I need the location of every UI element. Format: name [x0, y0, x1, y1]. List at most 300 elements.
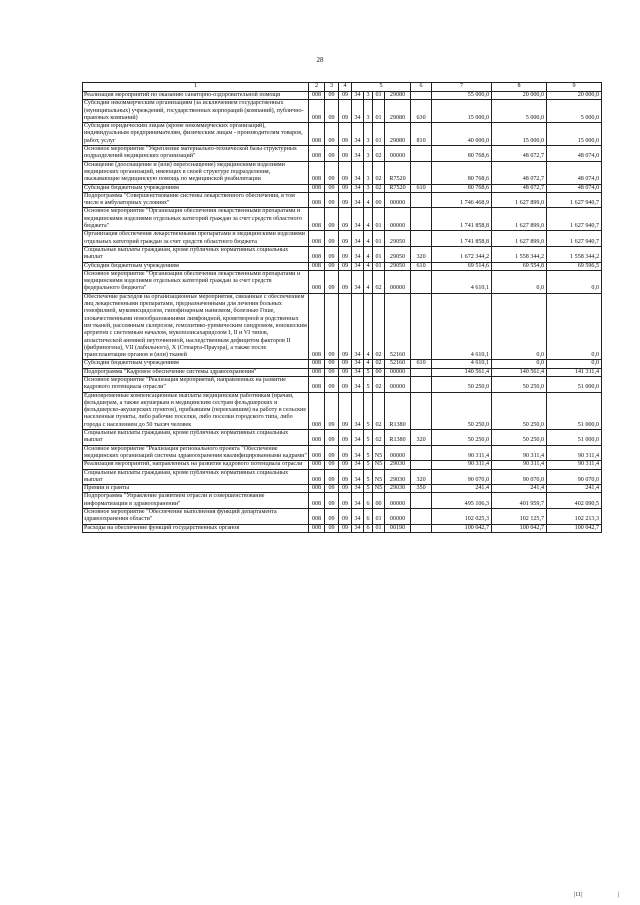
amount-year3-cell: 90 311,4: [547, 461, 602, 469]
direction-code-cell: 00190: [385, 524, 411, 532]
ved-code-cell: 008: [309, 461, 325, 469]
program-code-cell: 34: [352, 146, 364, 162]
direction-code-cell: 00000: [385, 493, 411, 509]
amount-year1-cell: 15 000,0: [432, 100, 492, 123]
program-code-cell: 34: [352, 430, 364, 446]
direction-code-cell: R1380: [385, 430, 411, 446]
subprogram-code-cell: 3: [364, 161, 373, 184]
amount-year3-cell: 102 213,3: [547, 509, 602, 525]
table-row: [83, 262, 602, 270]
amount-year3-cell: 20 000,0: [547, 92, 602, 100]
ved-code-cell: 008: [309, 123, 325, 146]
table-row: [83, 376, 602, 392]
ved-code-cell: 008: [309, 376, 325, 392]
direction-code-cell: 29050: [385, 246, 411, 262]
amount-year3-cell: 241,4: [547, 485, 602, 493]
amount-year1-cell: 1 746 468,9: [432, 192, 492, 208]
amount-year1-cell: 140 561,4: [432, 368, 492, 376]
row-name-cell: Социальные выплаты гражданам, кроме публичных нормативных социальных выплат: [83, 430, 309, 446]
row-name-cell: Подпрограмма "Кадровое обеспечение системы здравоохранения": [83, 368, 309, 376]
row-name-cell: Реализация мероприятий, направленных на развитие кадрового потенциала отрасли: [83, 461, 309, 469]
table-row: [83, 92, 602, 100]
section-code-cell: 09: [325, 208, 339, 231]
expense-type-cell: 320: [411, 469, 432, 485]
section-code-cell: 09: [325, 376, 339, 392]
ved-code-cell: 008: [309, 430, 325, 446]
table-row: [83, 123, 602, 146]
direction-code-cell: 52160: [385, 360, 411, 368]
ved-code-cell: 008: [309, 485, 325, 493]
row-name-cell: Обеспечение расходов на организационные мероприятия, связанные с обеспечением лиц лекарственными препаратами, предназначенными для лечения больных гемофилией, муковисцидозом, гипофизарным нанизмом, болезнью Гоше, злокачественными новообразованиями лимфоидной, кроветворной и родственных им тканей, рассеянным склерозом, гемолитико-уремическим синдромом, юношеским артритом с системным началом, мукополисахаридозом I, II и VI типов, апластической анемией неуточненной, наследственным дефицитом факторов II (фибриногена), VII (лабильного), X (Стюарта-Прауэра), а также после трансплантации органов и (или) тканей: [84, 293, 307, 359]
expense-type-cell: [411, 368, 432, 376]
direction-code-cell: 00000: [385, 445, 411, 461]
subprogram-code-cell: 6: [364, 493, 373, 509]
program-code-cell: 34: [352, 509, 364, 525]
subprogram-code-cell: 5: [364, 392, 373, 429]
subprogram-code-cell: 4: [364, 360, 373, 368]
subsection-code-cell: 09: [339, 184, 352, 192]
table-row: [83, 100, 602, 123]
event-code-cell: 02: [373, 360, 385, 368]
subprogram-code-cell: 6: [364, 509, 373, 525]
amount-year3-cell: 0,0: [547, 360, 602, 368]
section-code-cell: 09: [325, 184, 339, 192]
program-code-cell: 34: [352, 293, 364, 360]
subsection-code-cell: 09: [339, 485, 352, 493]
ved-code-cell: 008: [309, 146, 325, 162]
amount-year1-cell: 1 741 858,8: [432, 208, 492, 231]
expense-type-cell: 320: [411, 430, 432, 446]
expense-type-cell: [411, 524, 432, 532]
program-code-cell: 34: [352, 493, 364, 509]
direction-code-cell: 52160: [385, 293, 411, 360]
section-code-cell: 09: [325, 161, 339, 184]
ved-code-cell: 008: [309, 270, 325, 293]
amount-year3-cell: 1 558 344,2: [547, 246, 602, 262]
amount-year2-cell: 48 072,7: [492, 161, 547, 184]
table-row: [83, 392, 602, 429]
row-name-cell: Субсидии бюджетным учреждениям: [83, 360, 309, 368]
program-code-cell: 34: [352, 524, 364, 532]
amount-year3-cell: 48 074,0: [547, 161, 602, 184]
amount-year2-cell: 90 311,4: [492, 445, 547, 461]
program-code-cell: 34: [352, 469, 364, 485]
subprogram-code-cell: 3: [364, 92, 373, 100]
amount-year1-cell: 69 514,6: [432, 262, 492, 270]
direction-code-cell: 29080: [385, 92, 411, 100]
section-code-cell: 09: [325, 192, 339, 208]
event-code-cell: 01: [373, 92, 385, 100]
event-code-cell: N5: [373, 461, 385, 469]
ved-code-cell: 008: [309, 469, 325, 485]
subsection-code-cell: 09: [339, 469, 352, 485]
expense-type-cell: [411, 192, 432, 208]
subsection-code-cell: 09: [339, 461, 352, 469]
direction-code-cell: 29050: [385, 262, 411, 270]
event-code-cell: 02: [373, 430, 385, 446]
table-row: [83, 360, 602, 368]
table-row: [83, 461, 602, 469]
program-code-cell: 34: [352, 100, 364, 123]
amount-year1-cell: 90 311,4: [432, 445, 492, 461]
ved-code-cell: 008: [309, 100, 325, 123]
program-code-cell: 34: [352, 262, 364, 270]
row-name-cell: Основное мероприятие "Укрепление материально-технической базы структурных подразделений медицинских организаций": [83, 146, 309, 162]
table-row: [83, 485, 602, 493]
section-code-cell: 09: [325, 445, 339, 461]
amount-year1-cell: 4 610,1: [432, 270, 492, 293]
table-row: [83, 146, 602, 162]
subsection-code-cell: 09: [339, 392, 352, 429]
page-number: 28: [316, 56, 324, 64]
row-name-cell: Основное мероприятие "Реализация регионального проекта "Обеспечение медицинских организаций системы здравоохранения квалифицированными кадрами": [84, 445, 307, 459]
program-code-cell: 34: [352, 208, 364, 231]
event-code-cell: 01: [373, 208, 385, 231]
table-row: [83, 469, 602, 485]
section-code-cell: 09: [325, 509, 339, 525]
header-cell: 2: [309, 83, 325, 92]
row-name-cell: Подпрограмма "Совершенствование системы лекарственного обеспечения, в том числе в амбулаторных условиях": [83, 192, 309, 208]
program-code-cell: 34: [352, 270, 364, 293]
amount-year3-cell: 1 627 940,7: [547, 231, 602, 247]
amount-year1-cell: 80 768,6: [432, 146, 492, 162]
amount-year3-cell: 48 074,0: [547, 146, 602, 162]
event-code-cell: 00: [373, 493, 385, 509]
table-body: [83, 92, 602, 533]
header-cell: 4: [339, 83, 352, 92]
ved-code-cell: 008: [309, 509, 325, 525]
row-name-cell: Основное мероприятие "Реализация мероприятий, направленных на развитие кадрового потенциала отрасли": [83, 376, 309, 392]
amount-year3-cell: 0,0: [547, 270, 602, 293]
amount-year2-cell: 1 558 344,2: [492, 246, 547, 262]
amount-year3-cell: 1 627 940,7: [547, 208, 602, 231]
amount-year1-cell: 241,4: [432, 485, 492, 493]
event-code-cell: 02: [373, 293, 385, 360]
direction-code-cell: R7520: [385, 161, 411, 184]
program-code-cell: 34: [352, 92, 364, 100]
program-code-cell: 34: [352, 123, 364, 146]
expense-type-cell: 610: [411, 360, 432, 368]
expense-type-cell: [411, 231, 432, 247]
direction-code-cell: 29030: [385, 461, 411, 469]
section-code-cell: 09: [325, 92, 339, 100]
event-code-cell: 02: [373, 392, 385, 429]
direction-code-cell: 00000: [385, 270, 411, 293]
direction-code-cell: 00000: [385, 146, 411, 162]
section-code-cell: 09: [325, 100, 339, 123]
amount-year1-cell: 80 768,6: [432, 161, 492, 184]
expense-type-cell: [411, 461, 432, 469]
ved-code-cell: 008: [309, 161, 325, 184]
amount-year1-cell: 1 741 858,8: [432, 231, 492, 247]
amount-year1-cell: 495 106,3: [432, 493, 492, 509]
expense-type-cell: [411, 293, 432, 360]
row-name-cell: Социальные выплаты гражданам, кроме публичных нормативных социальных выплат: [83, 469, 309, 485]
footer-tick: |: [618, 892, 620, 898]
subprogram-code-cell: 6: [364, 524, 373, 532]
subsection-code-cell: 09: [339, 92, 352, 100]
event-code-cell: N5: [373, 485, 385, 493]
ved-code-cell: 008: [309, 231, 325, 247]
header-cell: 9: [547, 83, 602, 92]
direction-code-cell: 00000: [385, 509, 411, 525]
amount-year3-cell: 15 000,0: [547, 123, 602, 146]
amount-year1-cell: 100 042,7: [432, 524, 492, 532]
event-code-cell: N5: [373, 469, 385, 485]
ved-code-cell: 008: [309, 392, 325, 429]
row-name-cell: Субсидии некоммерческим организациям (за исключением государственных (муниципальных) учреждений, государственных корпораций (компаний), публично-правовых компаний): [83, 100, 309, 123]
table-row: [83, 161, 602, 184]
expense-type-cell: 810: [411, 123, 432, 146]
table-row: [83, 270, 602, 293]
amount-year2-cell: 100 042,7: [492, 524, 547, 532]
ved-code-cell: 008: [309, 208, 325, 231]
footer-mark: |11|: [574, 892, 583, 898]
amount-year1-cell: 90 070,0: [432, 469, 492, 485]
row-name-cell: Организация обеспечения лекарственными препаратами и медицинскими изделиями отдельных категорий граждан за счет средств областного бюджета: [83, 231, 309, 247]
expense-type-cell: [411, 509, 432, 525]
subprogram-code-cell: 3: [364, 100, 373, 123]
row-name-cell: Оснащение (дооснащение и (или) переоснащение) медицинскими изделиями медицинских организаций, имеющих в своей структуре подразделения, оказывающие медицинскую помощь по медицинской реабилитации: [83, 161, 309, 184]
amount-year2-cell: 69 554,8: [492, 262, 547, 270]
subprogram-code-cell: 5: [364, 469, 373, 485]
event-code-cell: 01: [373, 123, 385, 146]
subprogram-code-cell: 5: [364, 368, 373, 376]
program-code-cell: 34: [352, 360, 364, 368]
section-code-cell: 09: [325, 485, 339, 493]
header-row: [83, 83, 602, 92]
amount-year2-cell: 90 311,4: [492, 461, 547, 469]
amount-year2-cell: 1 627 899,0: [492, 192, 547, 208]
expense-type-cell: 350: [411, 485, 432, 493]
amount-year2-cell: 90 070,0: [492, 469, 547, 485]
expense-type-cell: [411, 208, 432, 231]
amount-year3-cell: 69 596,5: [547, 262, 602, 270]
section-code-cell: 09: [325, 231, 339, 247]
amount-year2-cell: 0,0: [492, 270, 547, 293]
amount-year2-cell: 140 561,4: [492, 368, 547, 376]
section-code-cell: 09: [325, 360, 339, 368]
subsection-code-cell: 09: [339, 360, 352, 368]
header-cell: 6: [411, 83, 432, 92]
event-code-cell: 01: [373, 231, 385, 247]
section-code-cell: 09: [325, 430, 339, 446]
amount-year2-cell: 20 000,0: [492, 92, 547, 100]
table-row: [83, 293, 602, 360]
direction-code-cell: 29050: [385, 231, 411, 247]
expense-type-cell: [411, 376, 432, 392]
event-code-cell: 01: [373, 509, 385, 525]
amount-year1-cell: 55 000,0: [432, 92, 492, 100]
direction-code-cell: 29080: [385, 123, 411, 146]
row-name-cell: Реализация мероприятий по оказанию санаторно-оздоровительной помощи: [83, 92, 309, 100]
expense-type-cell: [411, 161, 432, 184]
header-cell: 5: [352, 83, 411, 92]
direction-code-cell: 00000: [385, 376, 411, 392]
subprogram-code-cell: 3: [364, 123, 373, 146]
event-code-cell: 01: [373, 100, 385, 123]
amount-year1-cell: 80 768,6: [432, 184, 492, 192]
table-row: [83, 184, 602, 192]
section-code-cell: 09: [325, 262, 339, 270]
direction-code-cell: 29030: [385, 485, 411, 493]
event-code-cell: N5: [373, 445, 385, 461]
subsection-code-cell: 09: [339, 231, 352, 247]
event-code-cell: 02: [373, 376, 385, 392]
amount-year3-cell: 51 000,0: [547, 376, 602, 392]
ved-code-cell: 008: [309, 262, 325, 270]
subprogram-code-cell: 3: [364, 184, 373, 192]
ved-code-cell: 008: [309, 184, 325, 192]
subsection-code-cell: 09: [339, 293, 352, 360]
program-code-cell: 34: [352, 461, 364, 469]
section-code-cell: 09: [325, 123, 339, 146]
amount-year2-cell: 15 000,0: [492, 123, 547, 146]
event-code-cell: 01: [373, 246, 385, 262]
row-name-cell: Субсидии юридическим лицам (кроме некоммерческих организаций), индивидуальным предпринимателям, физическим лицам - производителям товаров, работ, услуг: [83, 123, 309, 146]
subsection-code-cell: 09: [339, 376, 352, 392]
ved-code-cell: 008: [309, 92, 325, 100]
table-row: [83, 430, 602, 446]
event-code-cell: 00: [373, 192, 385, 208]
subprogram-code-cell: 3: [364, 146, 373, 162]
amount-year2-cell: 50 250,0: [492, 392, 547, 429]
program-code-cell: 34: [352, 376, 364, 392]
amount-year2-cell: 48 072,7: [492, 146, 547, 162]
expense-type-cell: 320: [411, 246, 432, 262]
program-code-cell: 34: [352, 368, 364, 376]
subprogram-code-cell: 5: [364, 461, 373, 469]
event-code-cell: 02: [373, 184, 385, 192]
subprogram-code-cell: 5: [364, 445, 373, 461]
amount-year2-cell: 241,4: [492, 485, 547, 493]
amount-year2-cell: 5 000,0: [492, 100, 547, 123]
ved-code-cell: 008: [309, 192, 325, 208]
section-code-cell: 09: [325, 270, 339, 293]
amount-year1-cell: 90 311,4: [432, 461, 492, 469]
amount-year3-cell: 0,0: [547, 293, 602, 360]
subsection-code-cell: 09: [339, 192, 352, 208]
header-cell: 1: [83, 83, 309, 92]
event-code-cell: 02: [373, 161, 385, 184]
ved-code-cell: 008: [309, 293, 325, 360]
amount-year1-cell: 40 000,0: [432, 123, 492, 146]
subsection-code-cell: 09: [339, 123, 352, 146]
subprogram-code-cell: 4: [364, 208, 373, 231]
program-code-cell: 34: [352, 485, 364, 493]
direction-code-cell: 29030: [385, 469, 411, 485]
row-name-cell: Основное мероприятие "Организация обеспечения лекарственными препаратами и медицинскими изделиями отдельных категорий граждан за счет средств федерального бюджета": [83, 270, 309, 293]
amount-year3-cell: 48 074,0: [547, 184, 602, 192]
event-code-cell: 00: [373, 368, 385, 376]
amount-year2-cell: 50 250,0: [492, 430, 547, 446]
amount-year2-cell: 50 250,0: [492, 376, 547, 392]
amount-year2-cell: 0,0: [492, 360, 547, 368]
ved-code-cell: 008: [309, 524, 325, 532]
amount-year1-cell: 1 672 344,2: [432, 246, 492, 262]
expense-type-cell: [411, 146, 432, 162]
program-code-cell: 34: [352, 392, 364, 429]
ved-code-cell: 008: [309, 246, 325, 262]
subsection-code-cell: 09: [339, 100, 352, 123]
subsection-code-cell: 09: [339, 246, 352, 262]
section-code-cell: 09: [325, 524, 339, 532]
amount-year2-cell: 1 627 899,0: [492, 231, 547, 247]
expense-type-cell: [411, 445, 432, 461]
header-cell: 7: [432, 83, 492, 92]
event-code-cell: 02: [373, 146, 385, 162]
budget-table: [82, 82, 602, 533]
table-row: [83, 368, 602, 376]
table-row: [83, 524, 602, 532]
section-code-cell: 09: [325, 493, 339, 509]
direction-code-cell: 00000: [385, 192, 411, 208]
expense-type-cell: 610: [411, 184, 432, 192]
row-name-cell: Премии и гранты: [83, 485, 309, 493]
program-code-cell: 34: [352, 231, 364, 247]
ved-code-cell: 008: [309, 368, 325, 376]
expense-type-cell: [411, 392, 432, 429]
amount-year3-cell: 51 000,0: [547, 392, 602, 429]
direction-code-cell: 00000: [385, 368, 411, 376]
event-code-cell: 02: [373, 270, 385, 293]
program-code-cell: 34: [352, 161, 364, 184]
subsection-code-cell: 09: [339, 262, 352, 270]
ved-code-cell: 008: [309, 493, 325, 509]
section-code-cell: 09: [325, 368, 339, 376]
program-code-cell: 34: [352, 246, 364, 262]
subsection-code-cell: 09: [339, 146, 352, 162]
amount-year1-cell: 4 610,1: [432, 360, 492, 368]
section-code-cell: 09: [325, 293, 339, 360]
amount-year1-cell: 4 610,1: [432, 293, 492, 360]
ved-code-cell: 008: [309, 445, 325, 461]
subprogram-code-cell: 5: [364, 485, 373, 493]
subprogram-code-cell: 4: [364, 262, 373, 270]
table-row: [83, 509, 602, 525]
row-name-cell: Основное мероприятие "Организация обеспечения лекарственными препаратами и медицинскими изделиями отдельных категорий граждан за счет средств областного бюджета": [83, 208, 309, 231]
section-code-cell: 09: [325, 392, 339, 429]
table-row: [83, 231, 602, 247]
row-name-cell: Расходы на обеспечение функций государственных органов: [83, 524, 309, 532]
subprogram-code-cell: 5: [364, 430, 373, 446]
table-row: [83, 493, 602, 509]
subsection-code-cell: 09: [339, 445, 352, 461]
header-cell: 3: [325, 83, 339, 92]
table-row: [83, 246, 602, 262]
amount-year3-cell: 141 311,4: [547, 368, 602, 376]
amount-year2-cell: 1 627 899,0: [492, 208, 547, 231]
row-name-cell: Основное мероприятие "Обеспечение выполнения функций департамента здравоохранения области": [83, 509, 309, 525]
subsection-code-cell: 09: [339, 509, 352, 525]
program-code-cell: 34: [352, 445, 364, 461]
program-code-cell: 34: [352, 192, 364, 208]
amount-year3-cell: 51 000,0: [547, 430, 602, 446]
section-code-cell: 09: [325, 246, 339, 262]
expense-type-cell: 630: [411, 100, 432, 123]
program-code-cell: 34: [352, 184, 364, 192]
row-name-cell: Социальные выплаты гражданам, кроме публичных нормативных социальных выплат: [83, 246, 309, 262]
subprogram-code-cell: 5: [364, 376, 373, 392]
amount-year1-cell: 50 250,0: [432, 392, 492, 429]
header-cell: 8: [492, 83, 547, 92]
amount-year1-cell: 50 250,0: [432, 376, 492, 392]
row-name-cell: Субсидии бюджетным учреждениям: [83, 184, 309, 192]
subprogram-code-cell: 4: [364, 192, 373, 208]
event-code-cell: 01: [373, 262, 385, 270]
direction-code-cell: 29080: [385, 100, 411, 123]
amount-year2-cell: 0,0: [492, 293, 547, 360]
